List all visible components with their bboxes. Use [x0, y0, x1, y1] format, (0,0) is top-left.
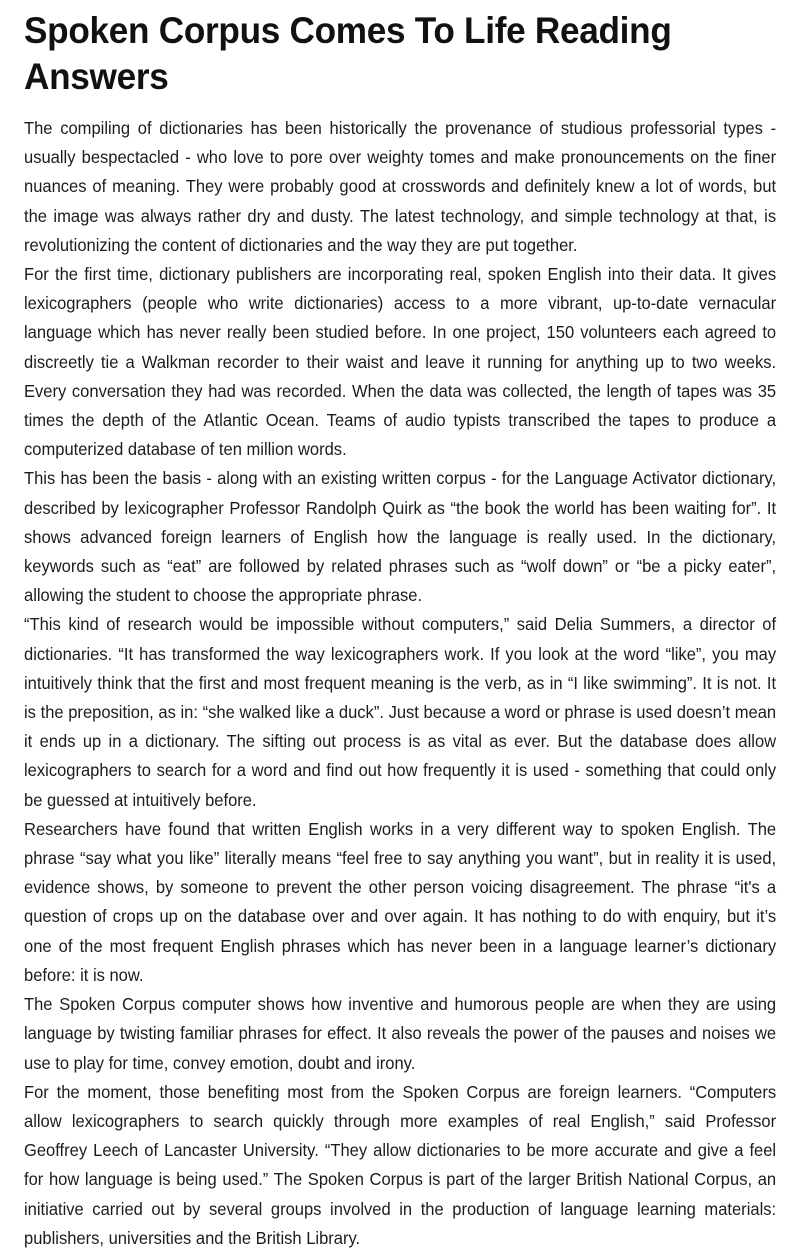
article-body: [24, 114, 776, 1253]
paragraph: The compiling of dictionaries has been historically the provenance of studious professorial types - usually bespectacled - who love to pore over weighty tomes and make pronouncements on the finer nuances of meaning. They were probably good at crosswords and definitely knew a lot of words, but the image was always rather dry and dusty. The latest technology, and simple technology at that, is revolutionizing the content of dictionaries and the way they are put together.: [24, 118, 777, 255]
page-title: Spoken Corpus Comes To Life Reading Answers: [24, 10, 672, 97]
paragraph: Researchers have found that written English works in a very different way to spoken English. The phrase “say what you like” literally means “feel free to say anything you want”, but in reality it is used, evidence shows, by someone to prevent the other person voicing disagreement. The phrase “it's a question of crops up on the database over and over again. It has nothing to do with enquiry, but it’s one of the most frequent English phrases which has never been in a language learner’s dictionary before: it is now.: [24, 818, 777, 985]
paragraph: This has been the basis - along with an existing written corpus - for the Language Activator dictionary, described by lexicographer Professor Randolph Quirk as “the book the world has been waiting for”. It shows advanced foreign learners of English how the language is really used. In the dictionary, keywords such as “eat” are followed by related phrases such as “wolf down” or “be a picky eater”, allowing the student to choose the appropriate phrase.: [24, 468, 777, 606]
paragraph: For the first time, dictionary publishers are incorporating real, spoken English into their data. It gives lexicographers (people who write dictionaries) access to a more vibrant, up-to-date vernacular language which has never really been studied before. In one project, 150 volunteers each agreed to discreetly tie a Walkman recorder to their waist and leave it running for anything up to two weeks. Every conversation they had was recorded. When the data was collected, the length of tapes was 35 times the depth of the Atlantic Ocean. Teams of audio typists transcribed the tapes to produce a computerized database of ten million words.: [24, 264, 777, 460]
paragraph: For the moment, those benefiting most from the Spoken Corpus are foreign learners. “Computers allow lexicographers to search quickly through more examples of real English,” said Professor Geoffrey Leech of Lancaster University. “They allow dictionaries to be more accurate and give a feel for how language is being used.” The Spoken Corpus is part of the larger British National Corpus, an initiative carried out by several groups involved in the production of language learning materials: publishers, universities and the British Library.: [24, 1081, 777, 1248]
paragraph: “This kind of research would be impossible without computers,” said Delia Summers, a director of dictionaries. “It has transformed the way lexicographers work. If you look at the word “like”, you may intuitively think that the first and most frequent meaning is the verb, as in “I like swimming”. It is not. It is the preposition, as in: “she walked like a duck”. Just because a word or phrase is used doesn’t mean it ends up in a dictionary. The sifting out process is as vital as ever. But the database does allow lexicographers to search for a word and find out how frequently it is used - something that could only be guessed at intuitively before.: [24, 614, 777, 810]
paragraph: The Spoken Corpus computer shows how inventive and humorous people are when they are using language by twisting familiar phrases for effect. It also reveals the power of the pauses and noises we use to play for time, convey emotion, doubt and irony.: [24, 994, 777, 1073]
